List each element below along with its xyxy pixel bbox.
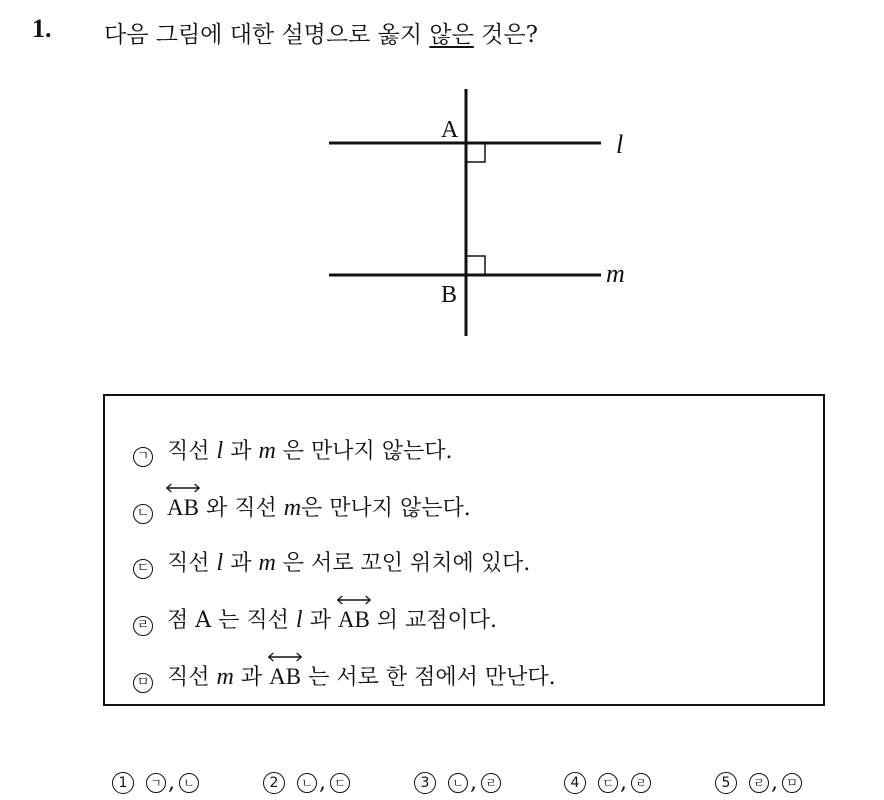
answer-choices xyxy=(0,770,884,800)
double-arrow-icon xyxy=(336,595,372,605)
statement-marker: ㄴ xyxy=(133,504,153,524)
choice-4[interactable]: 4 ㄷ , ㄹ xyxy=(564,770,651,795)
right-angle-mark-a xyxy=(466,143,485,162)
statement-text: 의 교점이다. xyxy=(376,608,498,633)
line-symbol-m: m xyxy=(258,438,276,464)
right-angle-mark-b xyxy=(466,256,485,275)
line-ab-symbol xyxy=(167,493,199,521)
choice-marker-a: ㄱ xyxy=(146,773,166,793)
statement-text: 과 xyxy=(230,439,252,464)
line-symbol-m: m xyxy=(283,495,302,521)
question-text-after: 것은? xyxy=(473,22,538,48)
line-symbol-m: m xyxy=(216,664,234,690)
label-point-b: B xyxy=(441,282,458,308)
statement-marker: ㄹ xyxy=(133,616,153,636)
label-line-l: l xyxy=(616,130,624,159)
label-line-m: m xyxy=(606,259,625,288)
geometry-figure xyxy=(300,80,660,350)
question-number: 1. xyxy=(32,14,52,43)
line-symbol-l: l xyxy=(216,438,224,464)
choice-marker-b: ㄹ xyxy=(631,773,651,793)
statement-text: 과 xyxy=(230,551,252,576)
line-ab-label: AB xyxy=(167,495,199,520)
choice-1[interactable]: 1 ㄱ , ㄴ xyxy=(112,770,199,795)
statement-3 xyxy=(133,546,530,577)
line-ab-symbol xyxy=(338,605,370,633)
choice-marker-b: ㄷ xyxy=(330,773,350,793)
question-text-underlined: 않은 xyxy=(429,22,474,48)
choice-marker-a: ㄹ xyxy=(749,773,769,793)
choice-marker-a: ㄷ xyxy=(598,773,618,793)
choice-5[interactable]: 5 ㄹ , ㅁ xyxy=(715,770,802,795)
statement-text: 직선 xyxy=(167,551,210,576)
choice-number: 2 xyxy=(263,772,285,794)
choice-marker-a: ㄴ xyxy=(448,773,468,793)
statement-text: 는 서로 한 점에서 만난다. xyxy=(308,665,556,690)
statement-2 xyxy=(133,491,471,522)
statement-text: 과 xyxy=(309,608,331,633)
line-symbol-l: l xyxy=(295,607,303,633)
figure-svg xyxy=(300,80,660,350)
choice-number: 1 xyxy=(112,772,134,794)
choice-marker-b: ㄴ xyxy=(179,773,199,793)
statement-text: 은 서로 꼬인 위치에 있다. xyxy=(282,551,531,576)
double-arrow-icon xyxy=(267,652,303,662)
line-ab-symbol xyxy=(269,662,301,690)
statement-text: 직선 xyxy=(167,439,210,464)
statement-marker: ㄱ xyxy=(133,447,153,467)
choice-number: 3 xyxy=(414,772,436,794)
choice-marker-a: ㄴ xyxy=(297,773,317,793)
label-point-a: A xyxy=(441,117,459,143)
statement-text: 은 만나지 않는다. xyxy=(301,496,471,521)
statements-box xyxy=(103,394,825,706)
statement-text: 와 직선 xyxy=(205,496,277,521)
statement-text: 점 A 는 직선 xyxy=(167,608,289,633)
line-symbol-l: l xyxy=(216,550,224,576)
line-ab-label: AB xyxy=(269,664,302,689)
line-symbol-m: m xyxy=(258,550,276,576)
choice-number: 5 xyxy=(715,772,737,794)
choice-2[interactable]: 2 ㄴ , ㄷ xyxy=(263,770,350,795)
statement-marker: ㄷ xyxy=(133,559,153,579)
choice-marker-b: ㅁ xyxy=(782,773,802,793)
line-ab-label: AB xyxy=(337,607,370,632)
double-arrow-icon xyxy=(165,483,201,493)
choice-3[interactable]: 3 ㄴ , ㄹ xyxy=(414,770,501,795)
choice-number: 4 xyxy=(564,772,586,794)
statement-4 xyxy=(133,603,497,634)
question-text xyxy=(104,16,538,49)
statement-5 xyxy=(133,660,556,691)
question-text-before: 다음 그림에 대한 설명으로 옳지 xyxy=(104,22,430,48)
statement-text: 직선 xyxy=(167,665,210,690)
choice-marker-b: ㄹ xyxy=(481,773,501,793)
statement-text: 은 만나지 않는다. xyxy=(282,439,453,464)
statement-text: 과 xyxy=(240,665,263,690)
statement-1 xyxy=(133,434,453,465)
statement-marker: ㅁ xyxy=(133,673,153,693)
